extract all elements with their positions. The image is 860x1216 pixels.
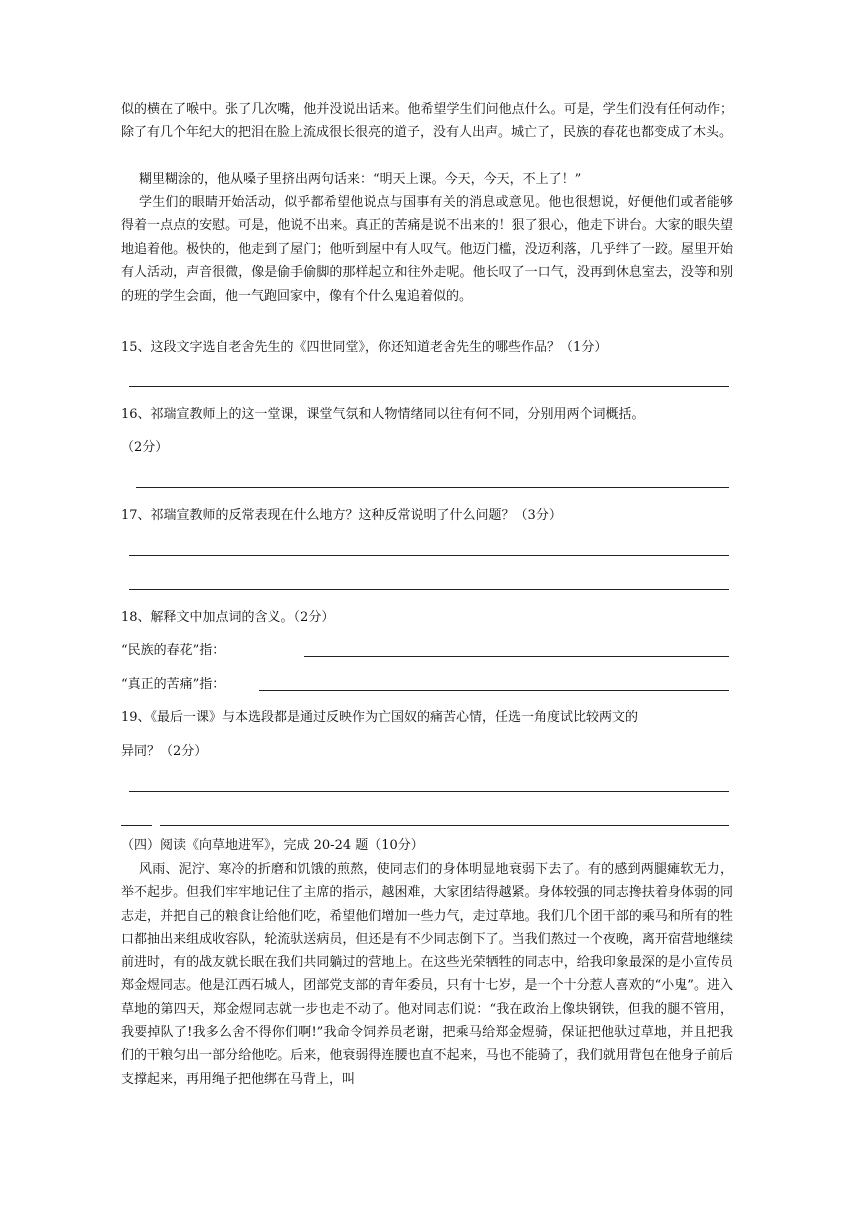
question-16: 16、祁瑞宣教师上的这一堂课，课堂气氛和人物情绪同以往有何不同，分别用两个词概括。 xyxy=(121,407,645,422)
answer-line-18-item-2[interactable] xyxy=(259,690,729,691)
answer-line-17a[interactable] xyxy=(129,555,729,556)
question-18: 18、解释文中加点词的含义。（2分） xyxy=(121,610,335,625)
passage-paragraph-2: 糊里糊涂的，他从嗓子里挤出两句话来：“明天上课。今天，今天，不上了！” xyxy=(139,172,582,187)
question-18-item-2: “真正的苦痛”指： xyxy=(121,677,226,692)
question-16-score: （2分） xyxy=(121,440,169,455)
answer-line-19b[interactable] xyxy=(160,825,729,826)
answer-line-19b-short[interactable] xyxy=(121,825,152,826)
answer-line-19a[interactable] xyxy=(129,791,729,792)
passage-paragraph-3: 学生们的眼睛开始活动，似乎都希望他说点与国事有关的消息或意见。他也很想说，好便他们或者能够得着一点点的安慰。可是，他说不出来。真正的苦痛是说不出来的！狠了狠心，他走下讲台。大家的眼失望地追着他。极快的，他走到了屋门；他听到屋中有人叹气。他迈门槛，没迈利落，几乎绊了一跤。屋里开始有人活动，声音很微，像是偷手偷脚的那样起立和往外走呢。他长叹了一口气，没再到休息室去，没等和别的班的学生会面，他一气跑回家中，像有个什么鬼追着似的。 xyxy=(121,195,733,304)
question-19: 19、《最后一课》与本选段都是通过反映作为亡国奴的痛苦心情，任选一角度试比较两文的 xyxy=(121,710,639,725)
passage-paragraph-1: 似的横在了喉中。张了几次嘴，他并没说出话来。他希望学生们问他点什么。可是，学生们没有任何动作；除了有几个年纪大的把泪在脸上流成很长很亮的道子，没有人出声。城亡了，民族的春花也都变成了木头。 xyxy=(121,102,733,141)
question-19-score: 异同？（2分） xyxy=(121,744,208,759)
question-15: 15、这段文字选自老舍先生的《四世同堂》，你还知道老舍先生的哪些作品？（1分） xyxy=(121,340,608,355)
question-17: 17、祁瑞宣教师的反常表现在什么地方？这种反常说明了什么问题？（3分） xyxy=(121,508,562,523)
answer-line-16[interactable] xyxy=(136,487,729,488)
answer-line-17b[interactable] xyxy=(129,589,729,590)
section-4-heading: （四）阅读《向草地进军》，完成 20-24 题（10分） xyxy=(121,838,424,853)
answer-line-15[interactable] xyxy=(129,386,729,387)
answer-line-18-item-1[interactable] xyxy=(304,656,729,657)
section-4-passage: 风雨、泥泞、寒冷的折磨和饥饿的煎熬，使同志们的身体明显地衰弱下去了。有的感到两腿瘫软无力，举不起步。但我们牢牢地记住了主席的指示，越困难，大家团结得越紧。身体较强的同志搀扶着身体弱的同志走，并把自己的粮食让给他们吃，希望他们增加一些力气，走过草地。我们几个团干部的乘马和所有的牲口都抽出来组成收容队，轮流驮送病员，但还是有不少同志倒下了。当我们熬过一个夜晚，离开宿营地继续前进时，有的战友就长眠在我们共同躺过的营地上。在这些光荣牺牲的同志中，给我印象最深的是小宣传员郑金煜同志。他是江西石城人，团部党支部的青年委员，只有十七岁，是一个十分惹人喜欢的“小鬼”。进入草地的第四天，郑金煜同志就一步也走不动了。他对同志们说：“我在政治上像块钢铁，但我的腿不管用，我要掉队了!我多么舍不得你们啊!”我命令饲养员老谢，把乘马给郑金煜骑，保证把他驮过草地，并且把我们的干粮匀出一部分给他吃。后来，他衰弱得连腰也直不起来，马也不能骑了，我们就用背包在他身子前后支撑起来，再用绳子把他绑在马背上，叫 xyxy=(121,862,733,1087)
question-18-item-1: “民族的春花”指： xyxy=(121,643,226,658)
